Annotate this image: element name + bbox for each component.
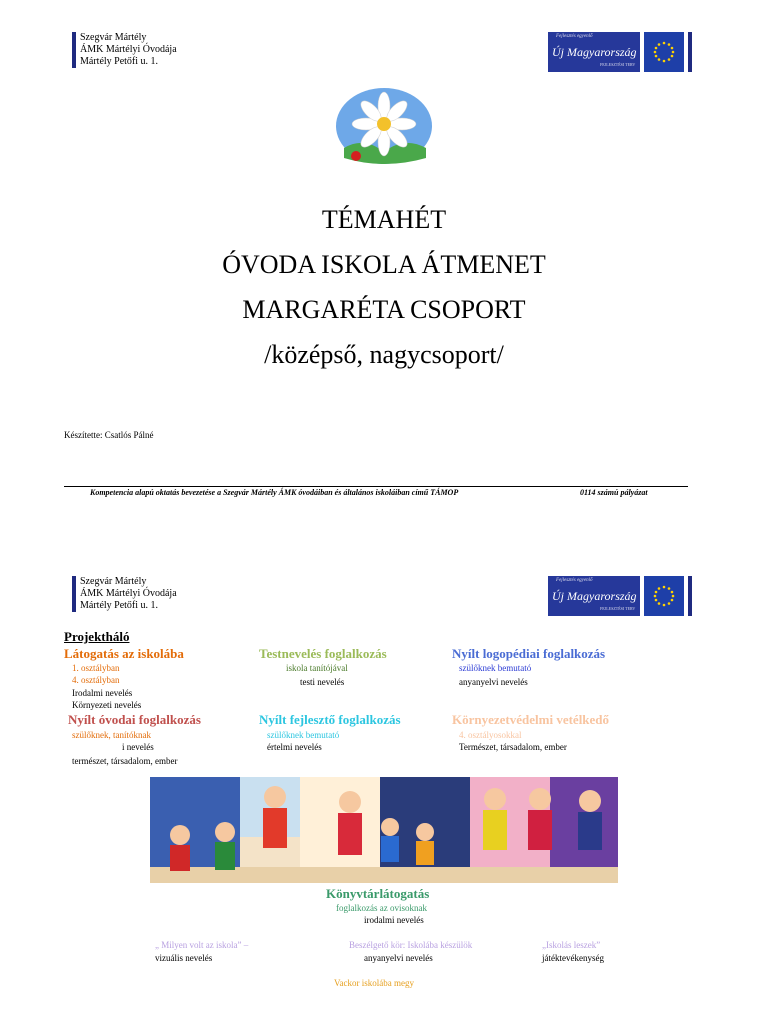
address-line: Szegvár Mártély bbox=[80, 32, 147, 43]
i-will-be-pupil: „Iskolás leszek” bbox=[542, 940, 601, 950]
footer-number: 0114 számú pályázat bbox=[580, 488, 648, 497]
open-kindergarten-audience: szülőknek, tanítóknak bbox=[72, 730, 151, 740]
library-visit-heading: Könyvtárlátogatás bbox=[326, 886, 430, 901]
library-activity: foglalkozás az ovisoknak bbox=[336, 903, 427, 913]
title-subgroup: /középső, nagycsoport/ bbox=[264, 340, 504, 369]
native-language-education: anyanyelvi nevelés bbox=[459, 677, 528, 687]
visit-grade4: 4. osztályban bbox=[72, 675, 120, 685]
footer-project: Kompetencia alapú oktatás bevezetése a Szegvár Mártély ÁMK óvodáiban és általános iskoláiban című TÁMOP bbox=[90, 488, 459, 497]
address-block bbox=[72, 32, 177, 68]
discussion-circle: Beszélgető kör: Iskolába készülök bbox=[349, 940, 473, 950]
title-ovoda-iskola: ÓVODA ISKOLA ÁTMENET bbox=[222, 250, 546, 279]
address-line: Szegvár Mártély bbox=[80, 576, 147, 587]
speech-parents-demo: szülőknek bemutató bbox=[459, 663, 532, 673]
children-illustration bbox=[150, 777, 618, 883]
project-logos bbox=[548, 32, 692, 72]
contest-grade4: 4. osztályosokkal bbox=[459, 730, 522, 740]
title-temahet: TÉMAHÉT bbox=[321, 205, 447, 234]
environment-contest-heading: Környezetvédelmi vetélkedő bbox=[452, 712, 610, 727]
cognitive-education: értelmi nevelés bbox=[267, 742, 322, 752]
daisy-logo bbox=[334, 86, 434, 166]
address-line: Mártély Petőfi u. 1. bbox=[80, 600, 159, 611]
eu-flag-icon bbox=[644, 32, 684, 72]
school-question: „ Milyen volt az iskola” – bbox=[155, 940, 249, 950]
author-line: Készítette: Csatlós Pálné bbox=[64, 430, 154, 440]
pe-with-teacher: iskola tanítójával bbox=[286, 663, 348, 673]
environment-education: Környezeti nevelés bbox=[72, 700, 142, 710]
logo-divider bbox=[688, 576, 692, 616]
nature-society-human: természet, társadalom, ember bbox=[72, 756, 178, 766]
vackor-goes-school: Vackor iskolába megy bbox=[334, 978, 414, 988]
project-logos bbox=[548, 576, 692, 616]
logo-divider bbox=[688, 32, 692, 72]
uj-magyarorszag-logo: Fejlesztés egyenlő Új Magyarország FEJLESZTÉSI TERV bbox=[548, 32, 640, 72]
visit-school-heading: Látogatás az iskolába bbox=[64, 646, 184, 661]
open-kindergarten-edu: i nevelés bbox=[122, 742, 154, 752]
literary-education: Irodalmi nevelés bbox=[72, 688, 133, 698]
address-line: ÁMK Mártélyi Óvodája bbox=[80, 588, 177, 599]
open-speech-therapy-heading: Nyílt logopédiai foglalkozás bbox=[452, 646, 606, 661]
dev-parents-demo: szülőknek bemutató bbox=[267, 730, 340, 740]
pe-lesson-heading: Testnevelés foglalkozás bbox=[259, 646, 387, 661]
native-lang-edu-2: anyanyelvi nevelés bbox=[364, 953, 433, 963]
contest-topic: Természet, társadalom, ember bbox=[459, 742, 567, 752]
footer-rule bbox=[64, 486, 688, 487]
eu-flag-icon bbox=[644, 576, 684, 616]
address-block bbox=[72, 576, 177, 612]
address-line: ÁMK Mártélyi Óvodája bbox=[80, 44, 177, 55]
play-activity: játéktevékenység bbox=[542, 953, 604, 963]
open-development-heading: Nyílt fejlesztő foglalkozás bbox=[259, 712, 401, 727]
uj-magyarorszag-logo: Fejlesztés egyenlő Új Magyarország FEJLESZTÉSI TERV bbox=[548, 576, 640, 616]
library-literary: irodalmi nevelés bbox=[364, 915, 424, 925]
title-csoport: MARGARÉTA CSOPORT bbox=[242, 295, 526, 324]
open-kindergarten-heading: Nyílt óvodai foglalkozás bbox=[68, 712, 201, 727]
address-line: Mártély Petőfi u. 1. bbox=[80, 56, 159, 67]
visit-grade1: 1. osztályban bbox=[72, 663, 120, 673]
physical-education: testi nevelés bbox=[300, 677, 345, 687]
projekthalo-heading: Projektháló bbox=[64, 629, 130, 644]
visual-education: vizuális nevelés bbox=[155, 953, 213, 963]
